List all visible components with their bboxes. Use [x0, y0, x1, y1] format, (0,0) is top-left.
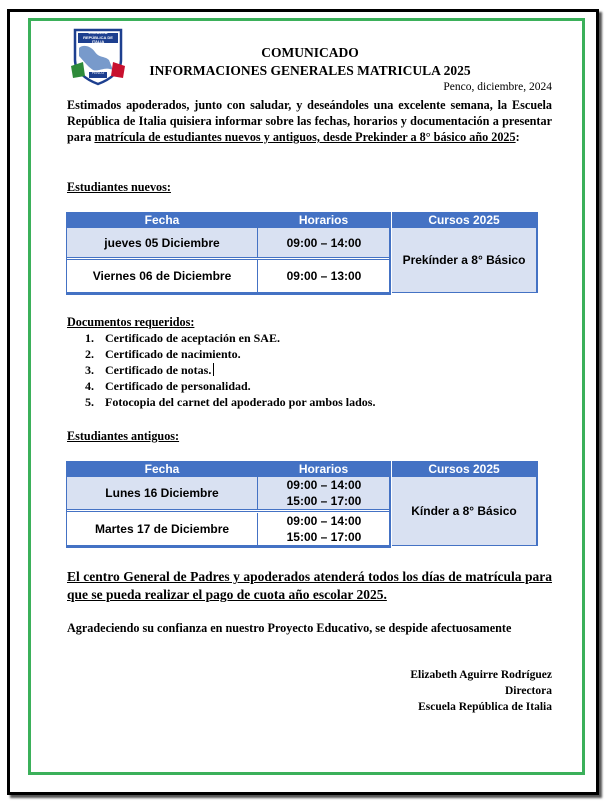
logo-city: PENCO: [91, 71, 105, 75]
row-divider: [67, 257, 390, 258]
title-informaciones: INFORMACIONES GENERALES MATRICULA 2025: [149, 63, 471, 78]
nuevos-row2-fecha: Viernes 06 de Diciembre: [92, 269, 232, 283]
document-item: Certificado de notas.: [105, 363, 212, 377]
antiguos-cursos: Kínder a 8° Básico: [392, 477, 536, 545]
antiguos-row1-horario: [257, 477, 390, 509]
th-cursos: Cursos 2025: [392, 461, 536, 477]
table-mid-border: [389, 461, 391, 548]
intro-text: Estimados apoderados, junto con saludar, y deseándoles una excelente semana, la Escuela República de Italia quisiera informar sobre las fechas, horarios y documentación a presentar para: [67, 98, 552, 144]
nuevos-row2-horario: 09:00 – 13:00: [257, 260, 390, 292]
thanks-paragraph: Agradeciendo su confianza en nuestro Proyecto Educativo, se despide afectuosamente: [67, 621, 512, 635]
th-cursos: Cursos 2025: [392, 212, 536, 228]
intro-paragraph: [67, 97, 552, 145]
table-bottom-border: [67, 292, 390, 295]
table-right-border: [536, 212, 538, 293]
horario-line: 09:00 – 14:00: [286, 478, 362, 492]
list-item: 2. Certificado de nacimiento.: [85, 347, 241, 361]
row-divider: [67, 511, 390, 512]
heading-nuevos: Estudiantes nuevos:: [67, 180, 171, 194]
centro-padres-notice: El centro General de Padres y apoderados atenderá todos los días de matrícula para que se pueda realizar el pago de cuota año escolar 2025.: [67, 569, 552, 602]
intro-underlined: matrícula de estudiantes nuevos y antiguos, desde Prekinder a 8° básico año 2025: [94, 130, 516, 144]
title-comunicado: COMUNICADO: [261, 45, 359, 60]
heading-documentos: Documentos requeridos:: [67, 315, 195, 329]
row-divider: [67, 509, 390, 510]
nuevos-cursos: Prekínder a 8° Básico: [392, 228, 536, 292]
signature-name: Elizabeth Aguirre Rodríguez: [410, 669, 552, 681]
table-bottom-border: [67, 545, 390, 548]
th-horarios: Horarios: [257, 212, 390, 228]
logo-text: ESCUELA REPÚBLICA DE ITALIA: [83, 30, 113, 44]
nuevos-row1-horario: 09:00 – 14:00: [257, 228, 390, 257]
th-fecha: Fecha: [67, 212, 257, 228]
nuevos-row1-fecha: jueves 05 Diciembre: [67, 228, 257, 257]
cursos-bottom-border: [392, 545, 538, 546]
antiguos-row2-horario: [257, 513, 390, 545]
horario-line: 09:00 – 14:00: [286, 514, 362, 528]
row-divider: [67, 259, 390, 260]
cursos-bottom-border: [392, 292, 538, 293]
document-item: Certificado de aceptación en SAE.: [105, 331, 280, 345]
document-item: Certificado de personalidad.: [105, 379, 251, 393]
antiguos-row1-fecha: Lunes 16 Diciembre: [67, 477, 257, 509]
signature-school: Escuela República de Italia: [418, 701, 552, 713]
antiguos-row2-fecha: Martes 17 de Diciembre: [94, 522, 230, 536]
document-item: Certificado de nacimiento.: [105, 347, 241, 361]
list-item: 3. Certificado de notas.: [85, 362, 375, 378]
table-left-border: [66, 461, 67, 548]
horario-line: 15:00 – 17:00: [286, 494, 362, 508]
text-cursor: [213, 363, 214, 376]
horario-line: 15:00 – 17:00: [286, 530, 362, 544]
table-mid-border: [389, 212, 391, 295]
document-item: Fotocopia del carnet del apoderado por ambos lados.: [105, 395, 376, 409]
signature-role: Directora: [504, 685, 552, 697]
th-fecha: Fecha: [67, 461, 257, 477]
list-item: 5. Fotocopia del carnet del apoderado por ambos lados.: [85, 395, 376, 409]
date-line: Penco, diciembre, 2024: [443, 81, 552, 93]
table-right-border: [536, 461, 538, 546]
th-horarios: Horarios: [257, 461, 390, 477]
intro-end: :: [515, 130, 520, 144]
table-left-border: [66, 212, 67, 295]
list-item: 4. Certificado de personalidad.: [85, 379, 251, 393]
heading-antiguos: Estudiantes antiguos:: [67, 429, 180, 443]
list-item: 1. Certificado de aceptación en SAE.: [85, 331, 280, 345]
documents-list: [85, 330, 375, 410]
